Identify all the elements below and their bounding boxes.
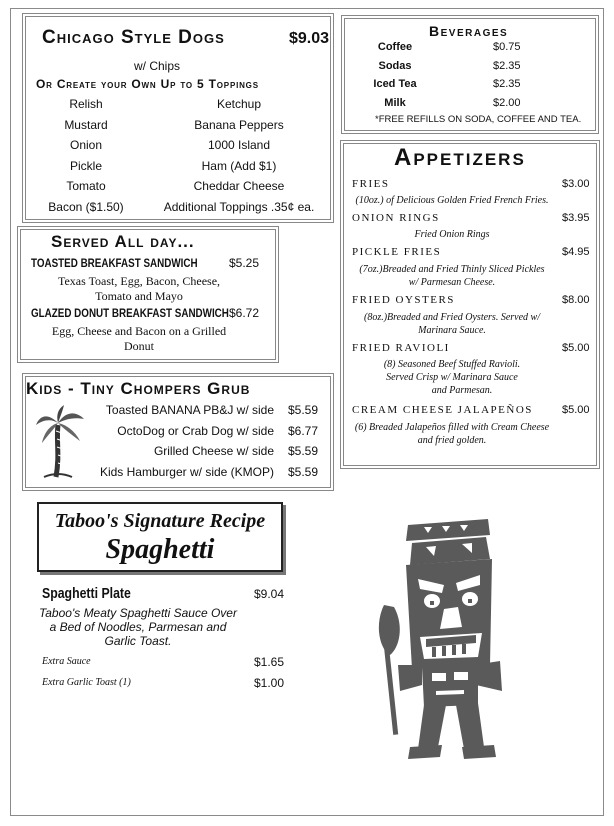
appetizer-description: (6) Breaded Jalapeños filled with Cream Cheese bbox=[354, 422, 550, 433]
topping-item: Ketchup bbox=[216, 97, 262, 111]
free-refills-note: *FREE REFILLS ON SODA, COFFEE AND TEA. bbox=[375, 114, 582, 125]
kids-menu-row bbox=[86, 465, 322, 486]
topping-item: 1000 Island bbox=[207, 138, 271, 153]
beverages-title: Beverages bbox=[429, 23, 509, 39]
beverage-row bbox=[365, 97, 565, 116]
appetizer-description: w/ Parmesan Cheese. bbox=[408, 277, 496, 288]
beverage-row bbox=[365, 78, 565, 97]
kids-item-name: Kids Hamburger w/ side (KMOP) bbox=[99, 464, 274, 479]
beverage-price: $0.75 bbox=[493, 41, 521, 53]
beverage-list bbox=[365, 41, 565, 115]
appetizer-name: ONION RINGS bbox=[352, 212, 440, 224]
kids-menu-list bbox=[86, 403, 322, 485]
palm-tree-icon bbox=[36, 405, 86, 481]
appetizer-name: FRIED RAVIOLI bbox=[352, 342, 450, 354]
spaghetti-desc-line: a Bed of Noodles, Parmesan and bbox=[49, 620, 227, 634]
appetizer-description: (8oz.)Breaded and Fried Oysters. Served w/ bbox=[364, 312, 540, 323]
kids-item-price: $5.59 bbox=[287, 444, 318, 458]
appetizer-name: FRIED OYSTERS bbox=[352, 294, 455, 306]
menu-item-price: $5.25 bbox=[229, 256, 260, 270]
spaghetti-description bbox=[38, 606, 238, 648]
extra-item-price: $1.00 bbox=[254, 676, 285, 690]
appetizers-title: Appetizers bbox=[394, 144, 526, 171]
kids-menu-row bbox=[86, 444, 322, 465]
appetizer-price: $3.00 bbox=[562, 178, 590, 190]
menu-item-name: GLAZED DONUT BREAKFAST SANDWICH bbox=[31, 306, 229, 320]
kids-item-name: Grilled Cheese w/ side bbox=[153, 444, 274, 458]
spaghetti-desc-line: Garlic Toast. bbox=[104, 634, 172, 648]
chicago-subtitle: w/ Chips bbox=[134, 59, 181, 73]
chicago-title: Chicago Style Dogs bbox=[42, 27, 225, 48]
topping-item: Onion bbox=[69, 138, 103, 153]
menu-item-description: Egg, Cheese and Bacon on a Grilled bbox=[51, 324, 227, 338]
appetizer-description: and fried golden. bbox=[417, 435, 487, 446]
beverage-name: Sodas bbox=[378, 59, 412, 72]
beverage-price: $2.35 bbox=[493, 59, 521, 72]
create-your-own-line: Or Create your Own Up to 5 Toppings bbox=[36, 77, 259, 91]
beverage-price: $2.35 bbox=[493, 78, 521, 90]
topping-item: Ham (Add $1) bbox=[201, 158, 277, 173]
beverage-name: Iced Tea bbox=[373, 78, 417, 90]
kids-item-name: OctoDog or Crab Dog w/ side bbox=[117, 423, 274, 438]
served-title: Served All day... bbox=[51, 232, 195, 251]
topping-item: Bacon ($1.50) bbox=[48, 199, 124, 214]
appetizer-description: and Parmesan. bbox=[431, 385, 493, 396]
appetizer-price: $4.95 bbox=[562, 246, 590, 258]
spaghetti-plate-name: Spaghetti Plate bbox=[42, 585, 131, 602]
menu-item-description: Donut bbox=[124, 339, 154, 353]
appetizer-description: Marinara Sauce. bbox=[418, 325, 486, 336]
menu-item-description: Tomato and Mayo bbox=[95, 289, 183, 303]
chicago-price: $9.03 bbox=[289, 30, 330, 47]
appetizer-description: (10oz.) of Delicious Golden Fried French Fries. bbox=[355, 195, 549, 206]
kids-menu-row bbox=[86, 403, 322, 424]
appetizer-price: $8.00 bbox=[562, 294, 590, 306]
kids-item-price: $5.59 bbox=[287, 403, 318, 417]
appetizer-price: $3.95 bbox=[562, 212, 590, 224]
appetizer-name: CREAM CHEESE JALAPEÑOS bbox=[352, 404, 533, 416]
topping-item: Tomato bbox=[66, 179, 106, 194]
appetizer-description: (7oz.)Breaded and Fried Thinly Sliced Pickles bbox=[359, 264, 545, 275]
kids-menu-row bbox=[86, 424, 322, 445]
beverage-price: $2.00 bbox=[493, 96, 521, 109]
menu-item-name: TOASTED BREAKFAST SANDWICH bbox=[31, 256, 198, 270]
appetizer-description: Served Crisp w/ Marinara Sauce bbox=[386, 372, 518, 383]
chicago-dogs-section bbox=[25, 16, 331, 220]
toppings-right-column bbox=[154, 97, 324, 221]
topping-item: Banana Peppers bbox=[194, 117, 284, 132]
kids-item-price: $5.59 bbox=[287, 464, 318, 479]
beverage-name: Milk bbox=[384, 96, 406, 109]
topping-item: Pickle bbox=[69, 158, 102, 173]
beverage-row bbox=[365, 41, 565, 60]
menu-item-description: Texas Toast, Egg, Bacon, Cheese, bbox=[57, 274, 221, 288]
kids-section bbox=[25, 376, 331, 488]
appetizers-section bbox=[343, 143, 597, 466]
topping-item: Mustard bbox=[64, 117, 108, 132]
kids-title: Kids - Tiny Chompers Grub bbox=[26, 379, 251, 398]
appetizer-name: PICKLE FRIES bbox=[352, 246, 442, 258]
kids-item-price: $6.77 bbox=[287, 423, 318, 438]
beverage-row bbox=[365, 60, 565, 79]
spaghetti-plate-price: $9.04 bbox=[254, 587, 285, 601]
signature-line-2: Spaghetti bbox=[105, 534, 215, 565]
kids-item-name: Toasted BANANA PB&J w/ side bbox=[105, 403, 274, 417]
appetizer-description: (8) Seasoned Beef Stuffed Ravioli. bbox=[383, 359, 521, 370]
appetizer-price: $5.00 bbox=[562, 342, 590, 354]
topping-item: Additional Toppings .35¢ ea. bbox=[163, 199, 315, 214]
menu-item-price: $6.72 bbox=[229, 306, 260, 320]
spaghetti-desc-line: Taboo's Meaty Spaghetti Sauce Over bbox=[39, 606, 237, 620]
served-all-day-section bbox=[20, 229, 276, 360]
signature-banner bbox=[37, 502, 283, 572]
extra-item-name: Extra Sauce bbox=[42, 656, 91, 667]
appetizer-price: $5.00 bbox=[562, 404, 590, 416]
toppings-left-column bbox=[36, 97, 136, 221]
tiki-figure-icon bbox=[378, 515, 518, 760]
extra-item-price: $1.65 bbox=[254, 655, 285, 669]
topping-item: Relish bbox=[69, 97, 103, 111]
topping-item: Cheddar Cheese bbox=[193, 179, 285, 194]
appetizer-description: Fried Onion Rings bbox=[414, 229, 490, 240]
beverage-name: Coffee bbox=[377, 41, 413, 53]
beverages-section bbox=[344, 18, 596, 131]
appetizer-name: FRIES bbox=[352, 178, 390, 190]
signature-line-1: Taboo's Signature Recipe bbox=[54, 510, 266, 532]
extra-item-name: Extra Garlic Toast (1) bbox=[42, 677, 131, 688]
